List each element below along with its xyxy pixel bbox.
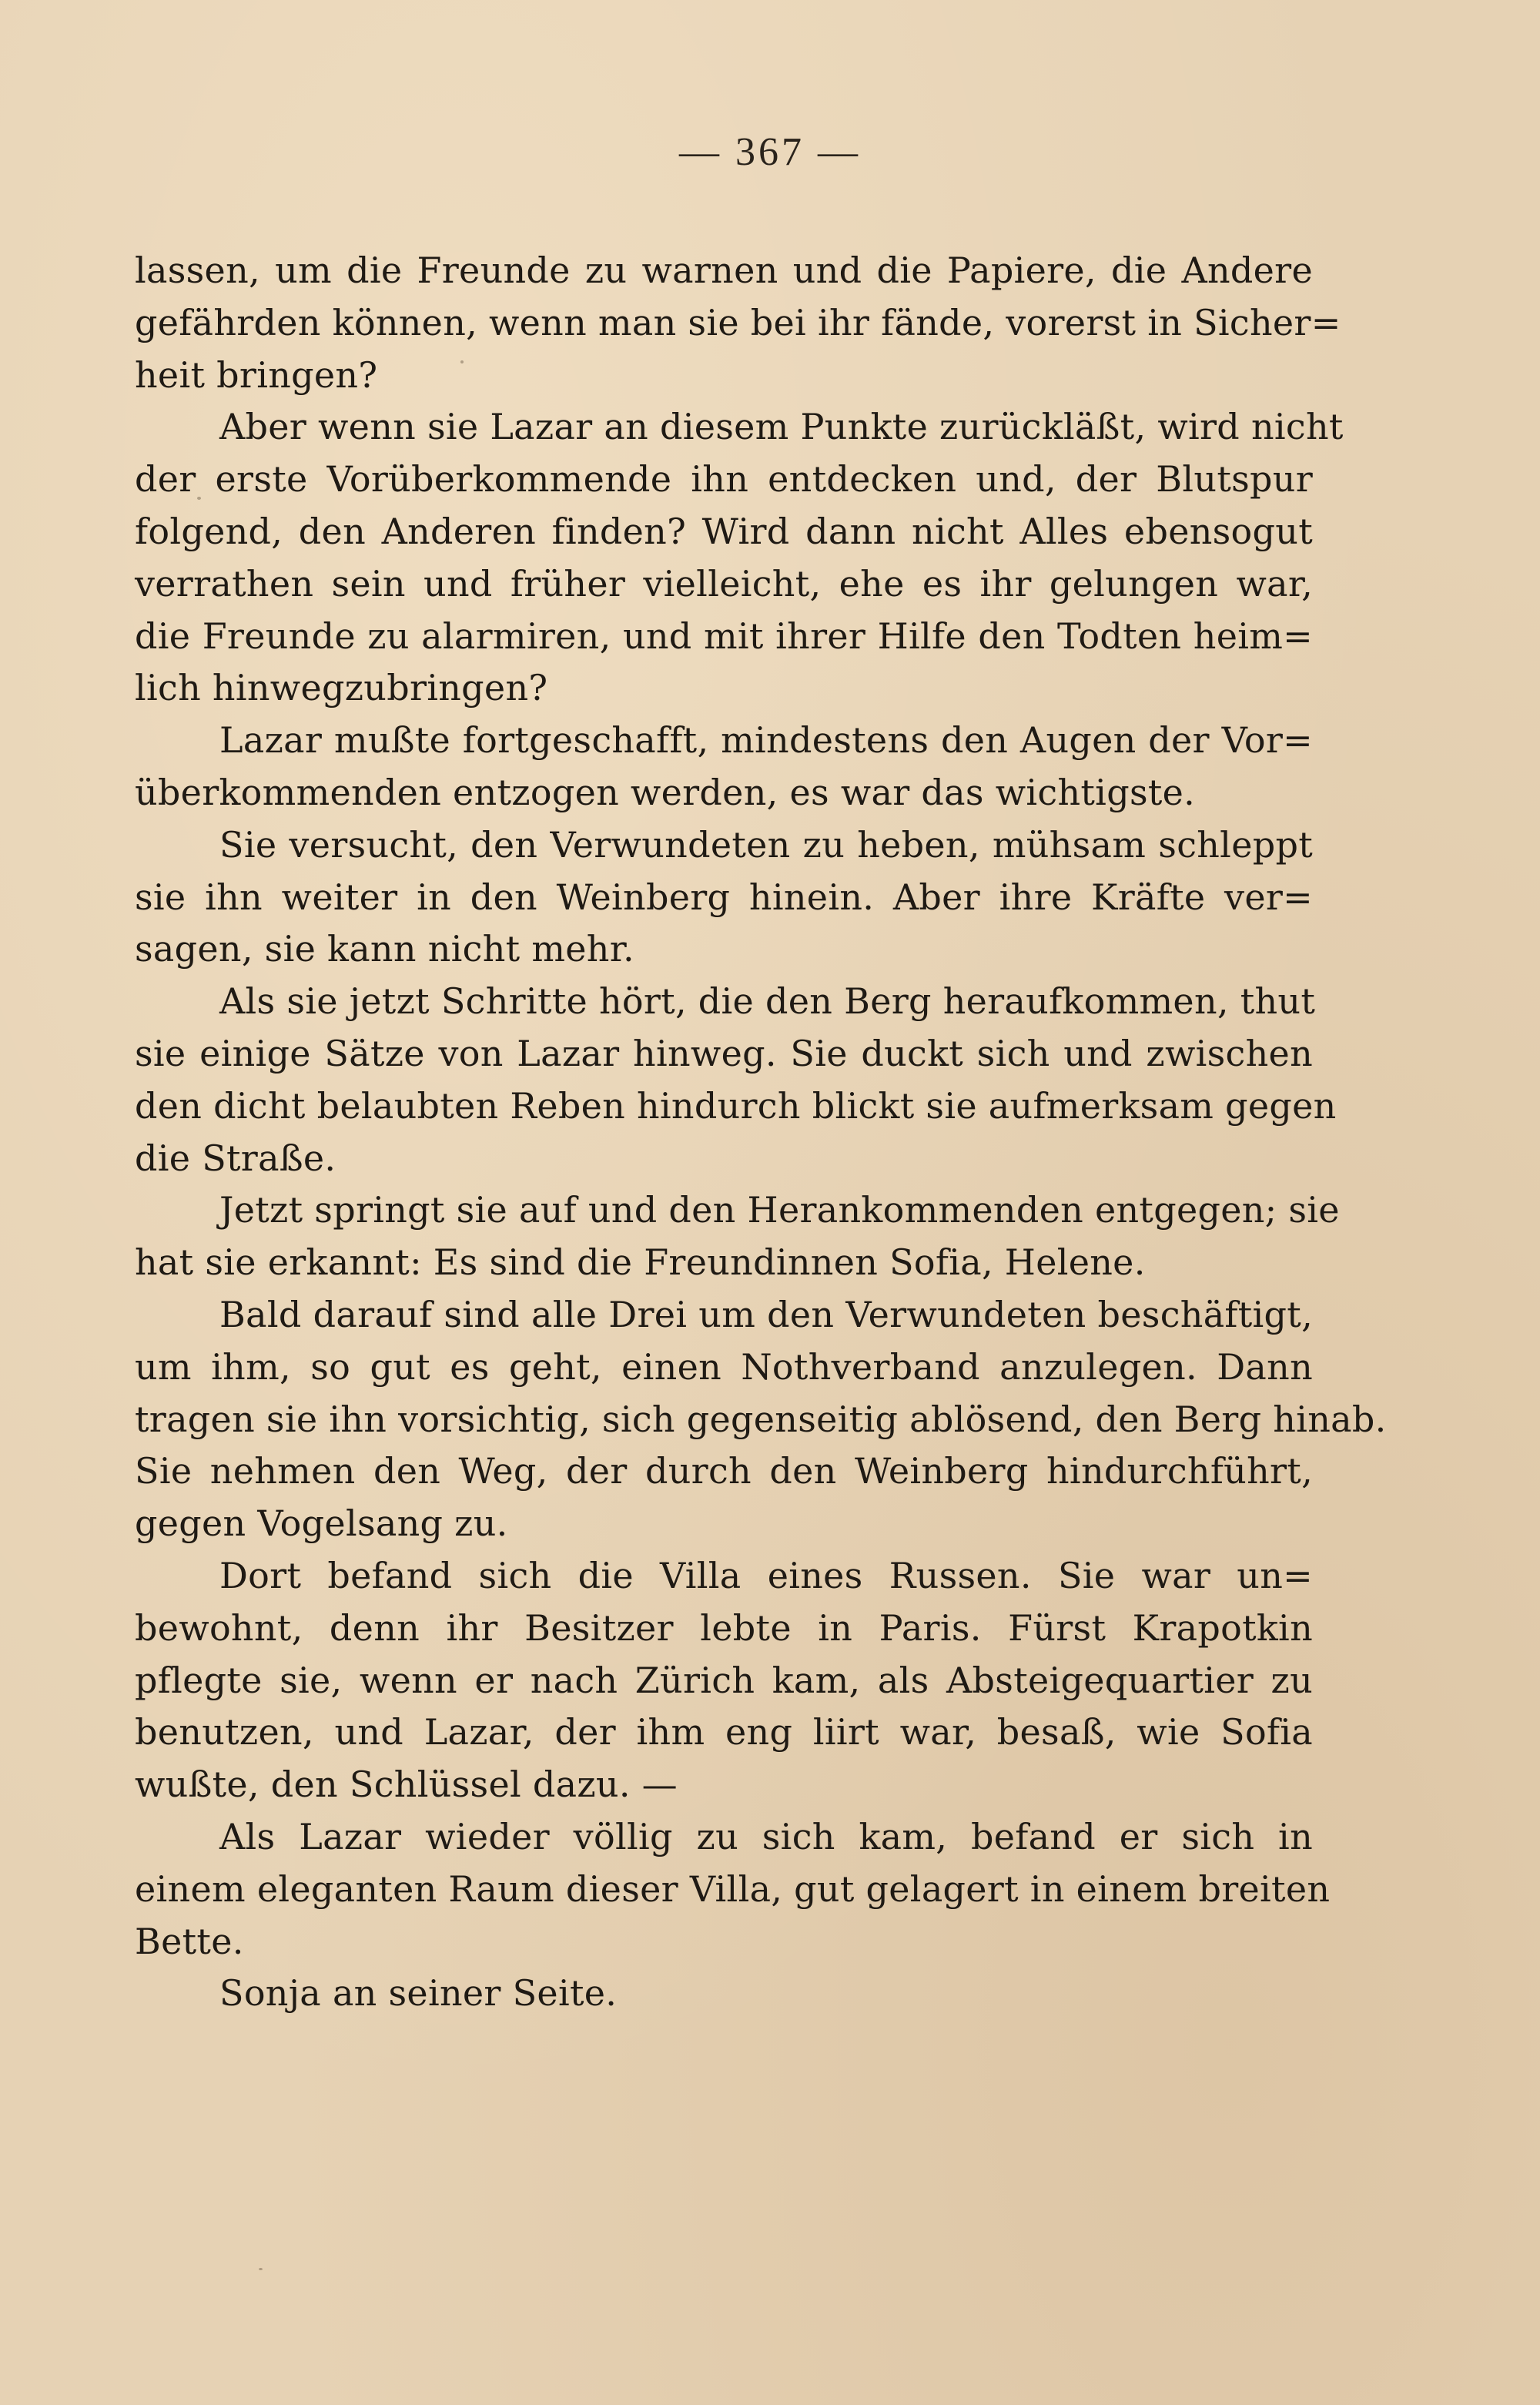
text-line: Aber wenn sie Lazar an diesem Punkte zurückläßt, wird nicht — [219, 406, 1344, 448]
body-text — [135, 245, 1387, 2020]
text-line: Lazar mußte fortgeschafft, mindestens den Augen der Vor= — [219, 719, 1313, 762]
paper-speck — [197, 497, 201, 500]
text-line: benutzen, und Lazar, der ihm eng liirt war, besaß, wie Sofia — [135, 1711, 1313, 1754]
text-line: sie ihn weiter in den Weinberg hinein. Aber ihre Kräfte ver= — [135, 876, 1313, 918]
text-line: pflegte sie, wenn er nach Zürich kam, als Absteigequartier zu — [135, 1659, 1313, 1701]
text-line: Bald darauf sind alle Drei um den Verwundeten beschäftigt, — [219, 1293, 1313, 1335]
text-line: Jetzt springt sie auf und den Herankommenden entgegen; sie — [219, 1189, 1340, 1231]
text-line: Sie versucht, den Verwundeten zu heben, mühsam schleppt — [219, 823, 1313, 866]
text-line: lassen, um die Freunde zu warnen und die Papiere, die Andere — [135, 250, 1313, 291]
page-number: — 367 — — [679, 130, 861, 174]
text-line: Als Lazar wieder völlig zu sich kam, befand er sich in — [219, 1815, 1313, 1857]
text-line: überkommenden entzogen werden, es war das wichtigste. — [135, 771, 1196, 813]
text-line: gefährden können, wenn man sie bei ihr fände, vorerst in Sicher= — [135, 301, 1341, 343]
text-line: die Freunde zu alarmiren, und mit ihrer Hilfe den Todten heim= — [135, 615, 1313, 657]
text-line: Als sie jetzt Schritte hört, die den Berg heraufkommen, thut — [219, 980, 1316, 1023]
paper-speck — [259, 2268, 263, 2270]
text-line: hat sie erkannt: Es sind die Freundinnen Sofia, Helene. — [135, 1241, 1146, 1284]
text-line: einem eleganten Raum dieser Villa, gut gelagert in einem breiten — [135, 1867, 1331, 1910]
text-line: Bette. — [135, 1920, 244, 1962]
text-line: der erste Vorüberkommende ihn entdecken und, der Blutspur — [135, 458, 1313, 501]
text-line: um ihm, so gut es geht, einen Nothverband anzulegen. Dann — [135, 1345, 1313, 1388]
text-line: verrathen sein und früher vielleicht, ehe es ihr gelungen war, — [135, 562, 1313, 605]
text-line: Dort befand sich die Villa eines Russen. Sie war un= — [219, 1554, 1313, 1596]
text-line: die Straße. — [135, 1137, 336, 1179]
text-line: lich hinwegzubringen? — [135, 667, 548, 709]
text-line: den dicht belaubten Reben hindurch blickt sie aufmerksam gegen — [135, 1084, 1337, 1127]
text-line: gegen Vogelsang zu. — [135, 1502, 508, 1545]
paper-speck — [460, 360, 464, 363]
text-line: sagen, sie kann nicht mehr. — [135, 928, 634, 970]
text-line: sie einige Sätze von Lazar hinweg. Sie duckt sich und zwischen — [135, 1032, 1313, 1074]
text-line: wußte, den Schlüssel dazu. — — [135, 1764, 678, 1806]
text-line: Sonja an seiner Seite. — [219, 1972, 618, 2015]
text-line: heit bringen? — [135, 353, 378, 396]
text-line: Sie nehmen den Weg, der durch den Weinberg hindurchführt, — [135, 1450, 1313, 1492]
text-line: bewohnt, denn ihr Besitzer lebte in Paris. Fürst Krapotkin — [135, 1606, 1313, 1649]
text-line: folgend, den Anderen finden? Wird dann nicht Alles ebensogut — [135, 510, 1313, 552]
text-line: tragen sie ihn vorsichtig, sich gegenseitig ablösend, den Berg hinab. — [135, 1398, 1387, 1440]
